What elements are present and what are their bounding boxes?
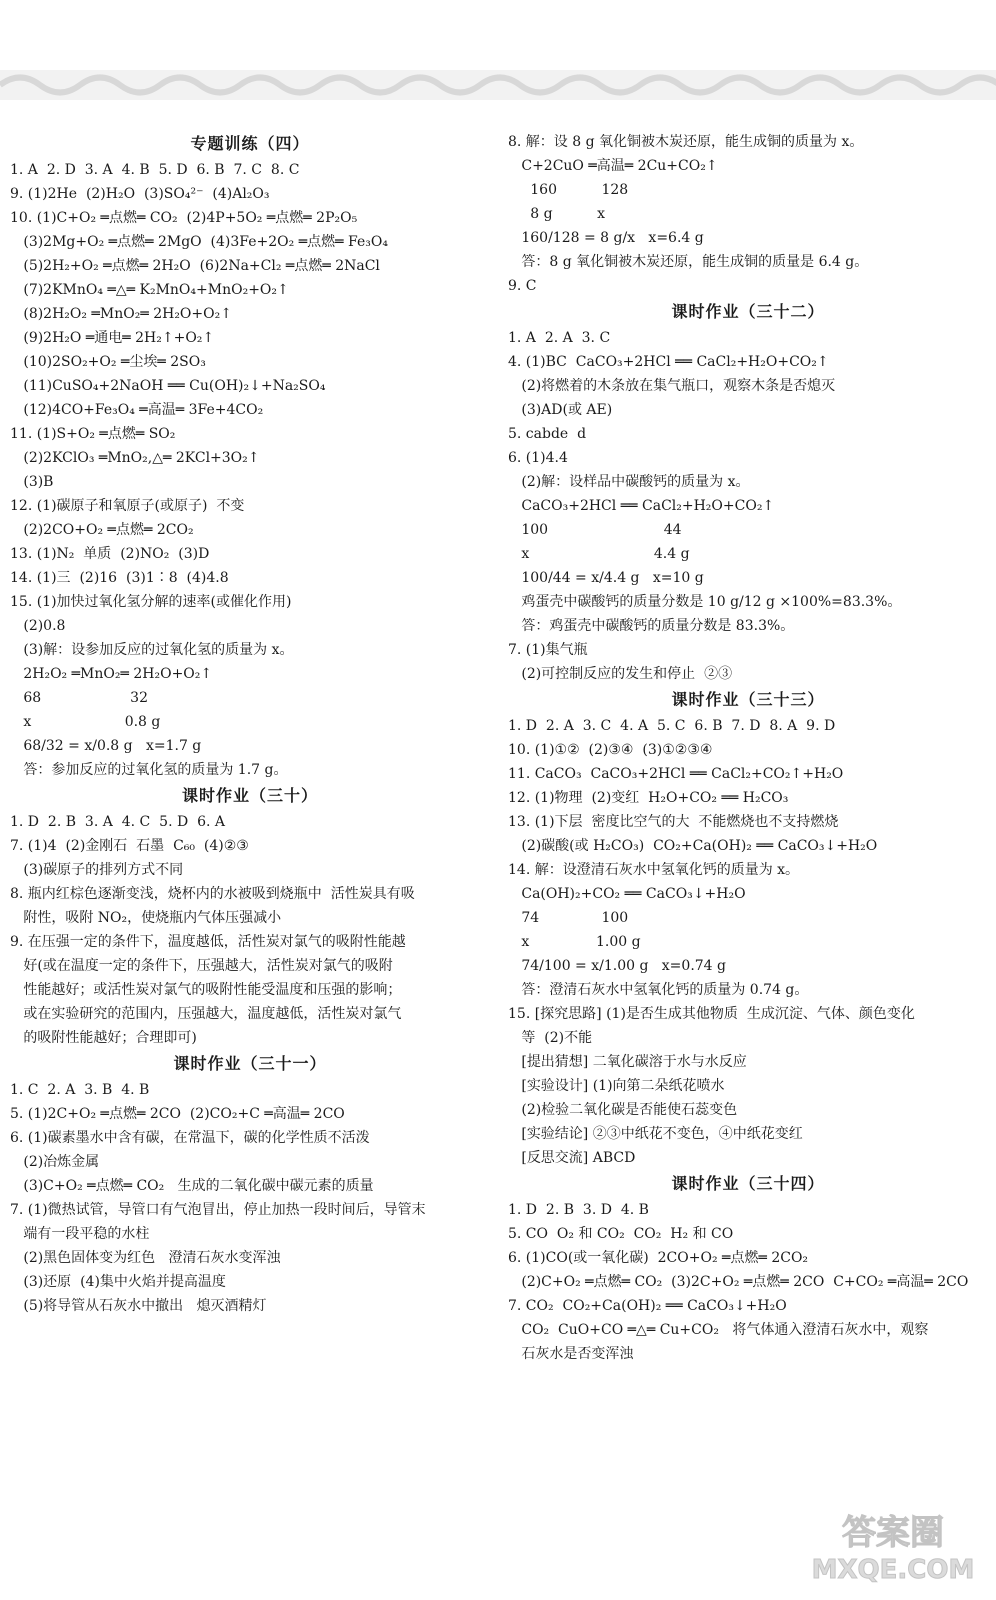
answer-line: 6. (1)4.4 [508,450,568,466]
answer-line: 的吸附性能越好；合理即可) [10,1030,197,1046]
answer-line: 160 128 [508,182,629,198]
section-heading: 课时作业（三十一） [173,1054,327,1073]
answer-line: (7)2KMnO₄ ═△═ K₂MnO₄+MnO₂+O₂↑ [10,282,289,298]
answer-line: 答：参加反应的过氧化氢的质量为 1.7 g。 [10,762,288,778]
answer-line: 7. (1)集气瓶 [508,642,588,658]
answer-line: 13. (1)下层 密度比空气的大 不能燃烧也不支持燃烧 [508,814,839,830]
answer-line: 1. C 2. A 3. B 4. B [10,1082,150,1098]
answer-line: CaCO₃+2HCl ══ CaCl₂+H₂O+CO₂↑ [508,498,775,514]
answer-line: 1. A 2. A 3. C [508,330,611,346]
answer-line: 答：8 g 氧化铜被木炭还原，能生成铜的质量是 6.4 g。 [508,254,869,270]
left-column [10,130,490,1318]
answer-line: 11. (1)S+O₂ ═点燃═ SO₂ [10,426,176,442]
answer-line: 160/128 = 8 g/x x=6.4 g [508,230,704,246]
answer-line: 9. (1)2He (2)H₂O (3)SO₄²⁻ (4)Al₂O₃ [10,186,270,202]
answer-line: 15. (1)加快过氧化氢分解的速率(或催化作用) [10,594,292,610]
answer-line: 等 (2)不能 [508,1030,593,1046]
answer-line: x 0.8 g [10,714,161,730]
answer-line: 12. (1)碳原子和氧原子(或原子) 不变 [10,498,245,514]
section-heading: 课时作业（三十三） [671,690,825,709]
answer-line: [反思交流] ABCD [508,1150,636,1166]
answer-line: 9. 在压强一定的条件下，温度越低，活性炭对氯气的吸附性能越 [10,934,406,950]
section-heading: 课时作业（三十） [181,786,318,805]
answer-line: 1. A 2. D 3. A 4. B 5. D 6. B 7. C 8. C [10,162,300,178]
answer-line: 74/100 = x/1.00 g x=0.74 g [508,958,726,974]
answer-line: (2)0.8 [10,618,66,634]
answer-line: 10. (1)C+O₂ ═点燃═ CO₂ (2)4P+5O₂ ═点燃═ 2P₂O₅ [10,210,358,226]
answer-line: (10)2SO₂+O₂ ═尘埃═ 2SO₃ [10,354,206,370]
right-column [508,130,988,1366]
answer-line: 性能越好；或活性炭对氯气的吸附性能受温度和压强的影响； [10,982,402,998]
answer-line: (2)黑色固体变为红色 澄清石灰水变浑浊 [10,1250,281,1266]
answer-line: 7. (1)4 (2)金刚石 石墨 C₆₀ (4)②③ [10,838,249,854]
answer-line: 6. (1)碳素墨水中含有碳，在常温下，碳的化学性质不活泼 [10,1130,370,1146]
answer-line: x 4.4 g [508,546,690,562]
answer-line: 14. (1)三 (2)16 (3)1∶8 (4)4.8 [10,570,229,586]
answer-line: 14. 解：设澄清石灰水中氢氧化钙的质量为 x。 [508,862,800,878]
answer-line: (2)C+O₂ ═点燃═ CO₂ (3)2C+O₂ ═点燃═ 2CO C+CO₂ ═高温═ 2CO [508,1274,969,1290]
answer-line: (3)解：设参加反应的过氧化氢的质量为 x。 [10,642,294,658]
answer-line: [实验设计] (1)向第二朵纸花喷水 [508,1078,725,1094]
answer-line: (8)2H₂O₂ ═MnO₂═ 2H₂O+O₂↑ [10,306,232,322]
answer-line: 9. C [508,278,537,294]
answer-line: (2)可控制反应的发生和停止 ②③ [508,666,733,682]
answer-line: 4. (1)BC CaCO₃+2HCl ══ CaCl₂+H₂O+CO₂↑ [508,354,829,370]
answer-line: (12)4CO+Fe₃O₄ ═高温═ 3Fe+4CO₂ [10,402,264,418]
answer-line: (3)碳原子的排列方式不同 [10,862,184,878]
answer-line: 12. (1)物理 (2)变红 H₂O+CO₂ ══ H₂CO₃ [508,790,789,806]
answer-line: 答：鸡蛋壳中碳酸钙的质量分数是 83.3%。 [508,618,795,634]
answer-line: C+2CuO ═高温═ 2Cu+CO₂↑ [508,158,718,174]
answer-line: 答：澄清石灰水中氢氧化钙的质量为 0.74 g。 [508,982,809,998]
section-heading: 课时作业（三十四） [671,1174,825,1193]
answer-line: Ca(OH)₂+CO₂ ══ CaCO₃↓+H₂O [508,886,746,902]
answer-line: x 1.00 g [508,934,641,950]
answer-line: 附性，吸附 NO₂，使烧瓶内气体压强减小 [10,910,282,926]
answer-line: (2)碳酸(或 H₂CO₃) CO₂+Ca(OH)₂ ══ CaCO₃↓+H₂O [508,838,878,854]
answer-line: 5. CO O₂ 和 CO₂ CO₂ H₂ 和 CO [508,1226,734,1242]
answer-line: (3)2Mg+O₂ ═点燃═ 2MgO (4)3Fe+2O₂ ═点燃═ Fe₃O₄ [10,234,388,250]
answer-line: (5)2H₂+O₂ ═点燃═ 2H₂O (6)2Na+Cl₂ ═点燃═ 2NaCl [10,258,380,274]
answer-line: 1. D 2. B 3. D 4. B [508,1202,649,1218]
answer-line: 好(或在温度一定的条件下，压强越大，活性炭对氯气的吸附 [10,958,393,974]
section-heading: 专题训练（四） [190,134,310,153]
answer-line: 石灰水是否变浑浊 [508,1346,634,1362]
answer-line: 1. D 2. B 3. A 4. C 5. D 6. A [10,814,226,830]
watermark-url: MXQE.COM [811,1555,975,1585]
answer-line: (2)解：设样品中碳酸钙的质量为 x。 [508,474,750,490]
watermark-logo [808,1506,978,1590]
answer-line: 6. (1)CO(或一氧化碳) 2CO+O₂ ═点燃═ 2CO₂ [508,1250,809,1266]
answer-line: 8. 瓶内红棕色逐渐变浅，烧杯内的水被吸到烧瓶中 活性炭具有吸 [10,886,415,902]
answer-line: 8. 解：设 8 g 氧化铜被木炭还原，能生成铜的质量为 x。 [508,134,864,150]
answer-line: [提出猜想] 二氧化碳溶于水与水反应 [508,1054,747,1070]
answer-line: 13. (1)N₂ 单质 (2)NO₂ (3)D [10,546,210,562]
answer-line: (2)冶炼金属 [10,1154,100,1170]
answer-line: (9)2H₂O ═通电═ 2H₂↑+O₂↑ [10,330,215,346]
section-heading: 课时作业（三十二） [671,302,825,321]
answer-line: 68/32 = x/0.8 g x=1.7 g [10,738,202,754]
answer-line: 15. [探究思路] (1)是否生成其他物质 生成沉淀、气体、颜色变化 [508,1006,915,1022]
answer-line: (3)还原 (4)集中火焰并提高温度 [10,1274,226,1290]
answer-line: (2)将燃着的木条放在集气瓶口，观察木条是否熄灭 [508,378,836,394]
answer-line: (2)检验二氧化碳是否能使石蕊变色 [508,1102,738,1118]
answer-line: (3)B [10,474,54,490]
answer-line: 100 44 [508,522,682,538]
answer-line: 5. (1)2C+O₂ ═点燃═ 2CO (2)CO₂+C ═高温═ 2CO [10,1106,345,1122]
answer-line: (3)C+O₂ ═点燃═ CO₂ 生成的二氧化碳中碳元素的质量 [10,1178,374,1194]
answer-line: 7. CO₂ CO₂+Ca(OH)₂ ══ CaCO₃↓+H₂O [508,1298,787,1314]
answer-line: 1. D 2. A 3. C 4. A 5. C 6. B 7. D 8. A 9. D [508,718,836,734]
answer-line: (3)AD(或 AE) [508,402,613,418]
answer-line: 2H₂O₂ ═MnO₂═ 2H₂O+O₂↑ [10,666,213,682]
answer-line: (2)2CO+O₂ ═点燃═ 2CO₂ [10,522,194,538]
answer-line: 100/44 = x/4.4 g x=10 g [508,570,704,586]
answer-line: 74 100 [508,910,629,926]
answer-line: 68 32 [10,690,148,706]
answer-line: (11)CuSO₄+2NaOH ══ Cu(OH)₂↓+Na₂SO₄ [10,378,326,394]
answer-line: 5. cabde d [508,426,587,442]
answer-line: 11. CaCO₃ CaCO₃+2HCl ══ CaCl₂+CO₂↑+H₂O [508,766,844,782]
answer-line: 端有一段平稳的水柱 [10,1226,150,1242]
answer-line: 7. (1)微热试管，导管口有气泡冒出，停止加热一段时间后，导管末 [10,1202,426,1218]
watermark-title: 答案圈 [842,1513,944,1553]
answer-line: (5)将导管从石灰水中撤出 熄灭酒精灯 [10,1298,267,1314]
answer-line: 10. (1)①② (2)③④ (3)①②③④ [508,742,713,758]
answer-line: (2)2KClO₃ ═MnO₂,△═ 2KCl+3O₂↑ [10,450,260,466]
answer-line: [实验结论] ②③中纸花不变色，④中纸花变红 [508,1126,803,1142]
top-decorative-band [0,60,996,110]
answer-line: CO₂ CuO+CO ═△═ Cu+CO₂ 将气体通入澄清石灰水中，观察 [508,1322,929,1338]
answer-line: 或在实验研究的范围内，压强越大，温度越低，活性炭对氯气 [10,1006,402,1022]
answer-line: 鸡蛋壳中碳酸钙的质量分数是 10 g/12 g ×100%=83.3%。 [508,594,902,610]
answer-line: 8 g x [508,206,605,222]
